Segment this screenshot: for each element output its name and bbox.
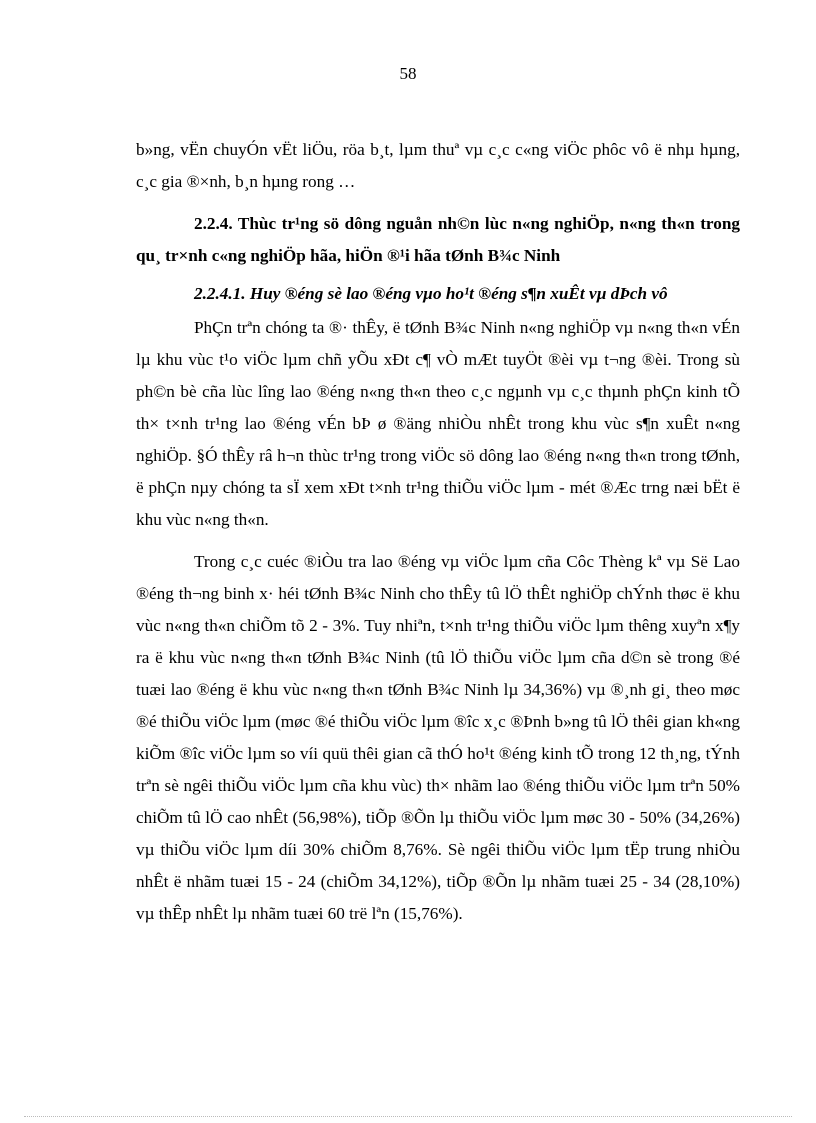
page-number: 58 [399, 64, 417, 83]
footer-divider [24, 1116, 792, 1117]
body-paragraph-1: PhÇn trªn chóng ta ®· thÊy, ë tØnh B¾c Ninh n«ng nghiÖp vµ n«ng th«n vÉn lµ khu vùc t¹o viÖc lµm chñ yÕu xÐt c¶ vÒ mÆt tuyÖt ®èi vµ t¬ng ®èi. Trong sù ph©n bè cña lùc lîng lao ®éng n«ng th«n theo c¸c ngµnh vµ c¸c thµnh phÇn kinh tÕ th× t×nh tr¹ng lao ®éng vÉn bÞ ø ®äng nhiÒu nhÊt trong khu vùc s¶n xuÊt n«ng nghiÖp. §Ó thÊy râ h¬n thùc tr¹ng trong viÖc sö dông lao ®éng n«ng th«n trong tØnh, ë phÇn nµy chóng ta sÏ xem xÐt t×nh tr¹ng thiÕu viÖc lµm - mét ®Æc trng næi bËt ë khu vùc n«ng th«n. [136, 318, 740, 529]
section-heading: 2.2.4. Thùc tr¹ng sö dông nguån nh©n lùc n«ng nghiÖp, n«ng th«n trong qu¸ tr×nh c«ng nghiÖp hãa, hiÖn ®¹i hãa tØnh B¾c Ninh [136, 214, 740, 265]
subsection-heading: 2.2.4.1. Huy ®éng sè lao ®éng vµo ho¹t ®éng s¶n xuÊt vµ dÞch vô [194, 284, 668, 303]
continuation-paragraph: b»ng, vËn chuyÓn vËt liÖu, röa b¸t, lµm thuª vµ c¸c c«ng viÖc phôc vô ë nhµ hµng, c¸c gia ®×nh, b¸n hµng rong … [136, 140, 740, 191]
document-body [136, 134, 740, 940]
body-paragraph-2: Trong c¸c cuéc ®iÒu tra lao ®éng vµ viÖc lµm cña Côc Thèng kª vµ Së Lao ®éng th¬ng binh x· héi tØnh B¾c Ninh cho thÊy tû lÖ thÊt nghiÖp chÝnh thøc ë khu vùc n«ng th«n chiÕm tõ 2 - 3%. Tuy nhiªn, t×nh tr¹ng thiÕu viÖc lµm thêng xuyªn x¶y ra ë khu vùc n«ng th«n tØnh B¾c Ninh (tû lÖ thiÕu viÖc lµm cña d©n sè trong ®é tuæi lao ®éng ë khu vùc n«ng th«n tØnh B¾c Ninh lµ 34,36%) vµ ®¸nh gi¸ theo møc ®é thiÕu viÖc lµm (møc ®é thiÕu viÖc lµm ®îc x¸c ®Þnh b»ng tû lÖ thêi gian kh«ng kiÕm ®îc viÖc lµm so víi quü thêi gian cã thÓ ho¹t ®éng kinh tÕ trong 12 th¸ng, tÝnh trªn sè ngêi thiÕu viÖc lµm cña khu vùc) th× nhãm lao ®éng thiÕu viÖc lµm trªn 50% chiÕm tû lÖ cao nhÊt (56,98%), tiÕp ®Õn lµ thiÕu viÖc lµm møc 30 - 50% (34,26%) vµ thiÕu viÖc lµm díi 30% chiÕm 8,76%. Sè ngêi thiÕu viÖc lµm tËp trung nhiÒu nhÊt ë nhãm tuæi 15 - 24 (chiÕm 34,12%), tiÕp ®Õn lµ nhãm tuæi 25 - 34 (28,10%) vµ thÊp nhÊt lµ nhãm tuæi 60 trë lªn (15,76%). [136, 552, 740, 923]
